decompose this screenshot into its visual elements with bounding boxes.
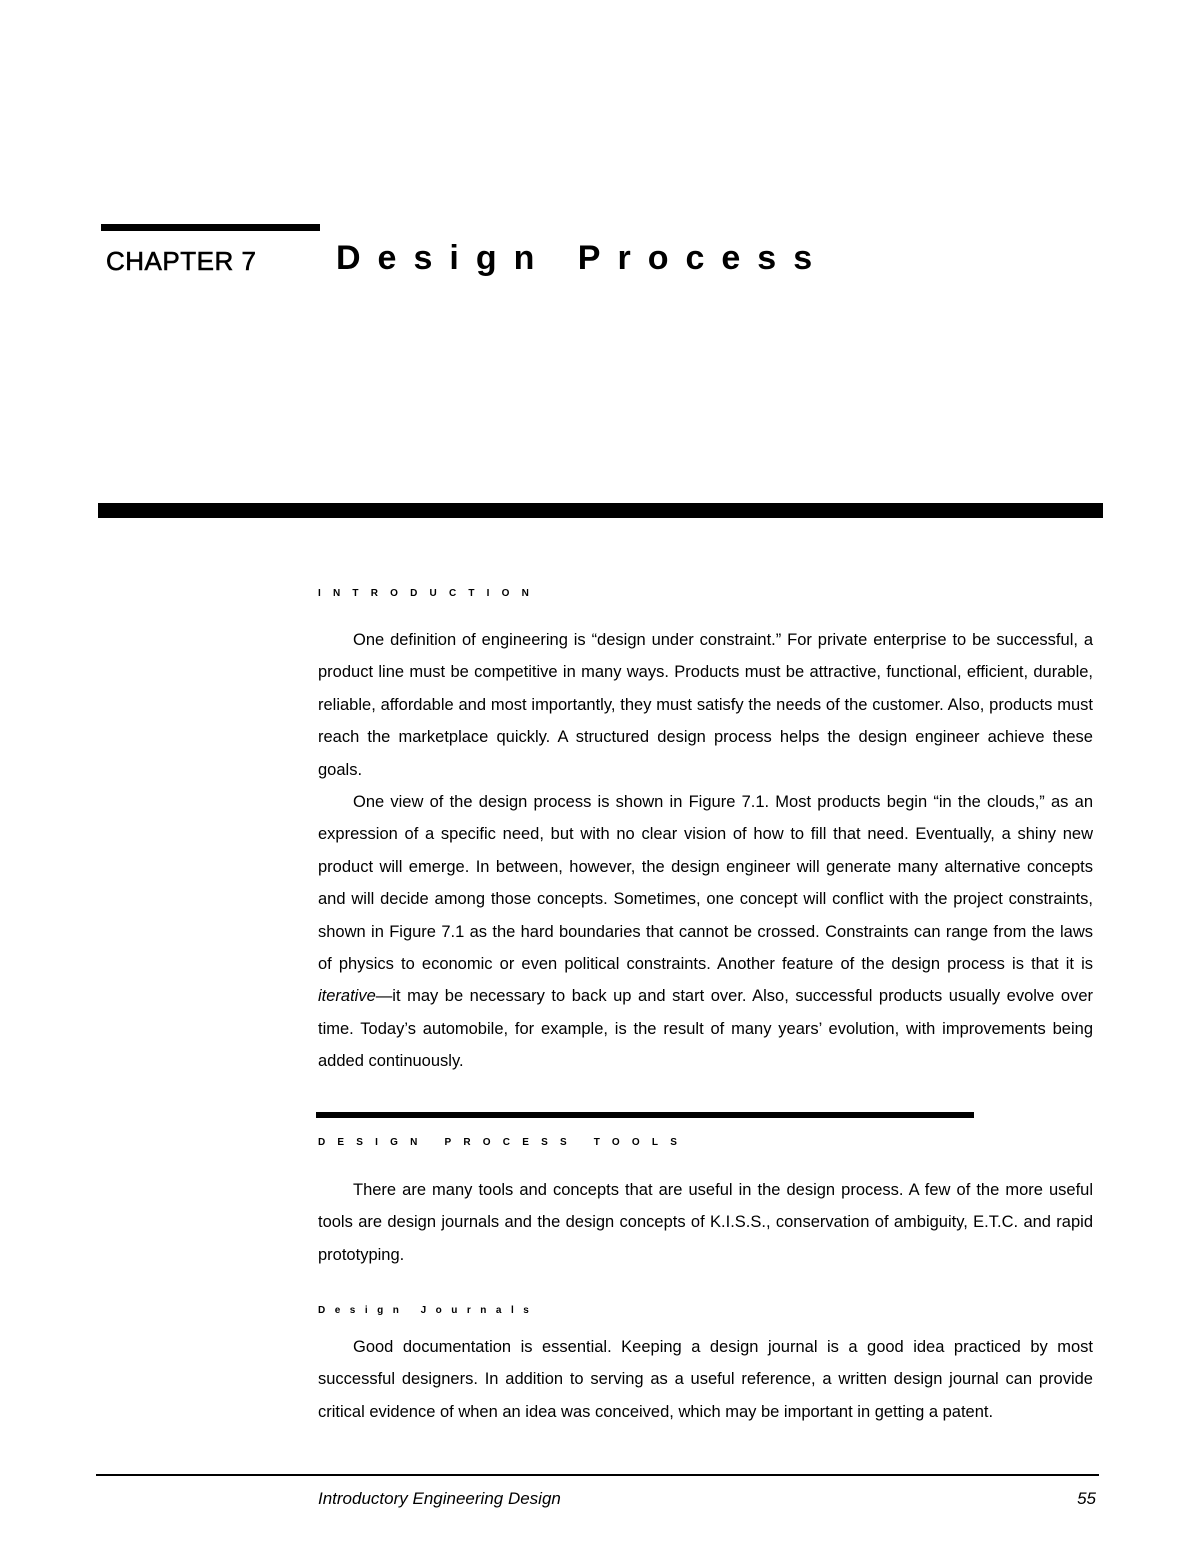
introduction-heading: INTRODUCTION xyxy=(318,588,542,599)
introduction-body xyxy=(318,624,1093,1078)
iterative-emphasis: iterative xyxy=(318,987,376,1006)
footer-page-number: 55 xyxy=(1077,1489,1096,1508)
design-process-tools-body xyxy=(318,1174,1093,1271)
design-process-tools-heading: DESIGN PROCESS TOOLS xyxy=(318,1137,690,1148)
introduction-paragraph-1: One definition of engineering is “design under constraint.” For private enterprise to be successful, a product line must be competitive in many ways. Products must be attractive, functional, efficient, durable, reliable, affordable and most importantly, they must satisfy the needs of the customer. Also, products must reach the marketplace quickly. A structured design process helps the design engineer achieve these goals. xyxy=(318,631,1093,779)
introduction-paragraph-2 xyxy=(318,786,1093,1078)
chapter-rule xyxy=(101,224,320,231)
chapter-divider xyxy=(98,503,1103,518)
design-process-tools-paragraph: There are many tools and concepts that are useful in the design process. A few of the more useful tools are design journals and the design concepts of K.I.S.S., conservation of ambiguity, E.T.C. and rapid prototyping. xyxy=(318,1181,1093,1264)
footer-rule xyxy=(96,1474,1099,1476)
introduction-paragraph-2-start: One view of the design process is shown in Figure 7.1. Most products begin “in the clouds,” as an expression of a specific need, but with no clear vision of how to fill that need. Eventually, a shiny new product will emerge. In between, however, the design engineer will generate many alternative concepts and will decide among those concepts. Sometimes, one concept will conflict with the project constraints, shown in Figure 7.1 as the hard boundaries that cannot be crossed. Constraints can range from the laws of physics to economic or even political constraints. Another feature of the design process is that it is xyxy=(318,793,1093,974)
design-journals-heading: Design Journals xyxy=(318,1305,539,1316)
chapter-label: CHAPTER 7 xyxy=(106,246,257,276)
design-journals-body xyxy=(318,1331,1093,1428)
introduction-paragraph-2-end: —it may be necessary to back up and start over. Also, successful products usually evolve over time. Today’s automobile, for example, is the result of many years’ evolution, with improvements being added continuously. xyxy=(318,987,1093,1071)
chapter-title: Design Process xyxy=(336,239,830,277)
design-journals-paragraph: Good documentation is essential. Keeping a design journal is a good idea practiced by most successful designers. In addition to serving as a useful reference, a written design journal can provide critical evidence of when an idea was conceived, which may be important in getting a patent. xyxy=(318,1338,1093,1421)
section-divider xyxy=(316,1112,974,1118)
footer-book-title: Introductory Engineering Design xyxy=(318,1489,561,1508)
